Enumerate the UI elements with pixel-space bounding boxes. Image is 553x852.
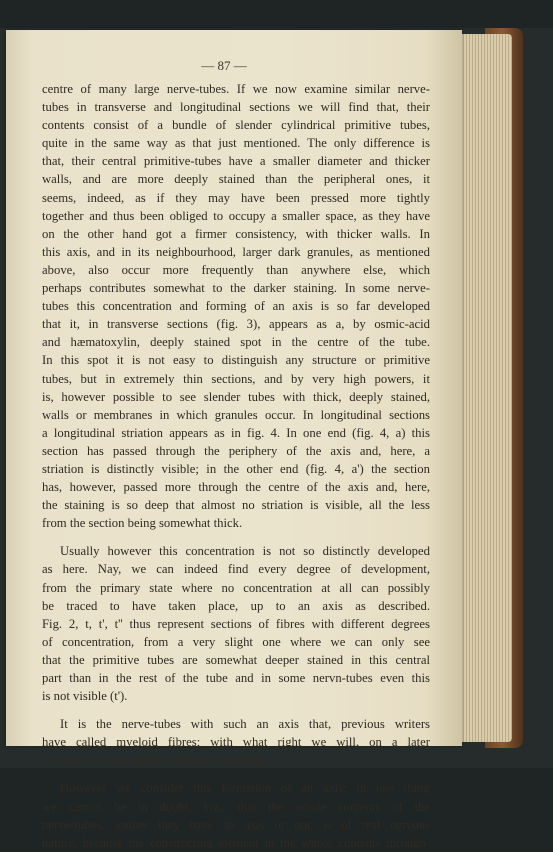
text-line: is, however possible to see slender tubes with thick, deeply stained, <box>42 389 430 404</box>
text-line: is not visible (t'). <box>42 689 128 704</box>
body-text <box>42 80 430 852</box>
text-line: this axis, and in its neighbourhood, larger dark granules, as mentioned <box>42 244 430 259</box>
page-number: — 87 — <box>201 58 247 73</box>
text-line: quite in the same way as that just mentioned. The only difference is <box>42 136 430 151</box>
text-line: striation is distinctly visible; in the other end (fig. 4, a') the section <box>42 461 430 476</box>
text-line: Usually however this concentration is not so distinctly developed <box>60 544 430 559</box>
text-line: of concentration, from a very slight one where we can only see <box>42 634 430 649</box>
book-page <box>6 30 462 850</box>
text-line: on the other hand got a firmer consistency, with thicker walls. In <box>42 226 430 241</box>
text-line: and hæmatoxylin, deeply stained spot in the centre of the tube. <box>42 335 430 350</box>
text-line: tubes, but in extremely thin sections, and by very high powers, it <box>42 371 430 386</box>
page-edges <box>458 34 512 742</box>
text-line: as here. Nay, we can indeed find every degree of development, <box>42 562 430 577</box>
text-line: a longitudinal striation appears as in fig. 4. In one end (fig. 4, a) this <box>42 425 430 440</box>
text-line: together and thus been obliged to occupy a smaller space, as they have <box>42 208 430 223</box>
text-line: tubes in transverse and longitudinal sections we will find that, their <box>42 100 430 115</box>
text-line: that it, in transverse sections (fig. 3), appears as a, by osmic-acid <box>42 317 430 332</box>
text-line: contents consist of a bundle of slender cylindrical primitive tubes, <box>42 118 430 133</box>
text-line: be traced to have taken place, up to an axis as described. <box>42 598 430 613</box>
text-line: we cannot be in doubt, viz., that the whole contents of the <box>42 799 430 814</box>
text-line: nerve-tubes, wether they have an axis or not, is of real nervous <box>42 817 430 832</box>
text-line: occasion, have an opportunity of examining. <box>42 753 268 768</box>
paragraph-gap <box>42 769 430 779</box>
text-line: above, also occur more frequently than anywhere else, which <box>42 262 430 277</box>
text-line: seems, indeed, as if they may have been pressed more tightly <box>42 190 430 205</box>
text-line: However we consider this formation of an axis; in one thing <box>60 781 430 796</box>
text-line: centre of many large nerve-tubes. If we now examine similar nerve- <box>42 82 430 96</box>
text-line: that, their central primitive-tubes have a smaller diameter and thicker <box>42 154 430 169</box>
text-line: walls or membranes in which granules occur. In longitudinal sections <box>42 407 430 422</box>
text-line: from the primary state where no concentration at all can possibly <box>42 580 430 595</box>
text-line: has, however, passed more through the centre of the axis and, here, <box>42 480 430 495</box>
text-line: nature, because the constructing element in the whole contents through- <box>42 835 430 850</box>
text-line: that the primitive tubes are somewhat deeper stained in this central <box>42 652 430 667</box>
text-line: tubes this concentration and forming of an axis is so far developed <box>42 299 430 314</box>
text-line: from the section being somewhat thick. <box>42 516 243 531</box>
text-line: It is the nerve-tubes with such an axis that, previous writers <box>60 717 430 732</box>
text-line: In this spot it is not easy to distinguish any structure or primitive <box>42 353 430 368</box>
paragraph-gap <box>42 532 430 542</box>
text-line: Fig. 2, t, t', t'' thus represent sections of fibres with different degrees <box>42 616 430 631</box>
paragraph-gap <box>42 705 430 715</box>
text-line: part than in the rest of the tube and in some nervn-tubes even this <box>42 671 430 685</box>
text-line: perhaps contributes somewhat to the darker staining. In some nerve- <box>42 281 430 296</box>
text-line: walls, and are more deeply stained than the peripheral ones, it <box>42 172 430 187</box>
text-line: the staining is so deep that almost no striation is visible, all the less <box>42 498 430 513</box>
text-line: have called myeloid fibres; with what right we will, on a later <box>42 735 430 750</box>
text-line: section has passed through the periphery of the axis and, here, a <box>42 443 430 458</box>
